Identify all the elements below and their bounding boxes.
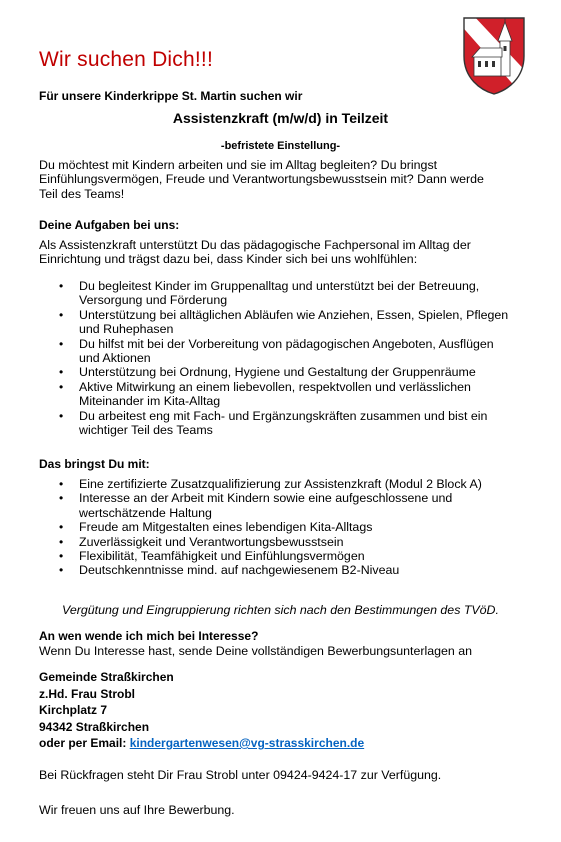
address-org: Gemeinde Straßkirchen [39,670,174,684]
list-item-line: Versorgung und Förderung [79,293,228,308]
list-item-line: wichtiger Teil des Teams [79,423,213,438]
list-item-line: Interesse an der Arbeit mit Kindern sowie eine aufgeschlossene und [79,491,453,506]
list-item [39,308,551,337]
coat-of-arms-icon [462,16,526,96]
contact-text: Wenn Du Interesse hast, sende Deine vollständigen Bewerbungsunterlagen an [39,644,473,658]
list-item-line: Miteinander im Kita-Alltag [79,394,221,409]
bullet: • [59,365,64,380]
questions-text: Bei Rückfragen steht Dir Frau Strobl unter 09424-9424-17 zur Verfügung. [39,768,442,782]
skills-heading: Das bringst Du mit: [39,457,150,471]
address-city: 94342 Straßkirchen [39,719,150,734]
list-item [39,279,551,308]
intro-text [39,158,539,201]
bullet: • [59,520,64,535]
bullet: • [59,563,64,578]
closing-text: Wir freuen uns auf Ihre Bewerbung. [39,803,235,817]
list-item-line: Eine zertifizierte Zusatzqualifizierung zur Assistenzkraft (Modul 2 Block A) [79,477,482,491]
tasks-intro [39,238,539,267]
list-item-line: Flexibilität, Teamfähigkeit und Einfühlungsvermögen [79,549,365,564]
intro-text-line: Du möchtest mit Kindern arbeiten und sie im Alltag begleiten? Du bringst [39,158,438,172]
list-item [39,535,551,549]
email-link[interactable]: kindergartenwesen@vg-strasskirchen.de [129,736,365,750]
list-item-line: Unterstützung bei Ordnung, Hygiene und Gestaltung der Gruppenräume [79,365,476,380]
bullet: • [59,379,64,394]
tasks-intro-line: Als Assistenzkraft unterstützt Du das pädagogische Fachpersonal im Alltag der [39,238,471,252]
bullet: • [59,307,64,322]
tasks-intro-line: Einrichtung und trägst dazu bei, dass Kinder sich bei uns wohlfühlen: [39,252,418,267]
list-item [39,520,551,534]
list-item-line: Zuverlässigkeit und Verantwortungsbewusstsein [79,534,344,549]
list-item-line: Du arbeitest eng mit Fach- und Ergänzungskräften zusammen und bist ein [79,408,488,423]
list-item-line: Deutschkenntnisse mind. auf nachgewiesenem B2-Niveau [79,563,400,578]
bullet: • [59,549,64,564]
list-item [39,365,551,379]
headline: Wir suchen Dich!!! [39,48,213,71]
address-street: Kirchplatz 7 [39,703,108,717]
list-item-line: Freude am Mitgestalten eines lebendigen Kita-Alltags [79,520,373,535]
list-item [39,477,551,491]
tasks-list [39,279,551,437]
tasks-heading: Deine Aufgaben bei uns: [39,218,180,232]
list-item [39,337,551,366]
list-item [39,491,551,520]
bullet: • [59,408,64,423]
bullet: • [59,336,64,351]
list-item [39,563,551,577]
contact-heading: An wen wende ich mich bei Interesse? [39,629,259,643]
list-item-line: Unterstützung bei alltäglichen Abläufen wie Anziehen, Essen, Spielen, Pflegen [79,307,509,322]
list-item-line: Du begleitest Kinder im Gruppenalltag und unterstützt bei der Betreuung, [79,279,480,293]
list-item-line: Du hilfst mit bei der Vorbereitung von pädagogischen Angeboten, Ausflügen [79,336,494,351]
intro-line: Für unsere Kinderkrippe St. Martin suchen wir [39,89,303,103]
list-item-line: und Ruhephasen [79,322,174,337]
postal-address [39,669,364,752]
contract-type: -befristete Einstellung- [220,140,341,152]
job-title: Assistenzkraft (m/w/d) in Teilzeit [172,110,389,126]
list-item-line: Aktive Mitwirkung an einem liebevollen, respektvollen und verlässlichen [79,379,471,394]
bullet: • [59,477,64,491]
list-item [39,409,551,438]
list-item [39,380,551,409]
address-attn: z.Hd. Frau Strobl [39,686,135,701]
list-item [39,549,551,563]
salary-note: Vergütung und Eingruppierung richten sich nach den Bestimmungen des TVöD. [62,603,499,617]
bullet: • [59,534,64,549]
skills-list [39,477,551,578]
email-prefix: oder per Email: [39,736,130,750]
list-item-line: wertschätzende Haltung [79,505,212,520]
intro-text-line: Einfühlungsvermögen, Freude und Verantwortungsbewusstsein mit? Dann werde [39,172,484,187]
bullet: • [59,491,64,506]
bullet: • [59,279,64,293]
intro-text-line: Teil des Teams! [39,186,125,201]
list-item-line: und Aktionen [79,351,151,366]
address-email-line [39,735,364,752]
